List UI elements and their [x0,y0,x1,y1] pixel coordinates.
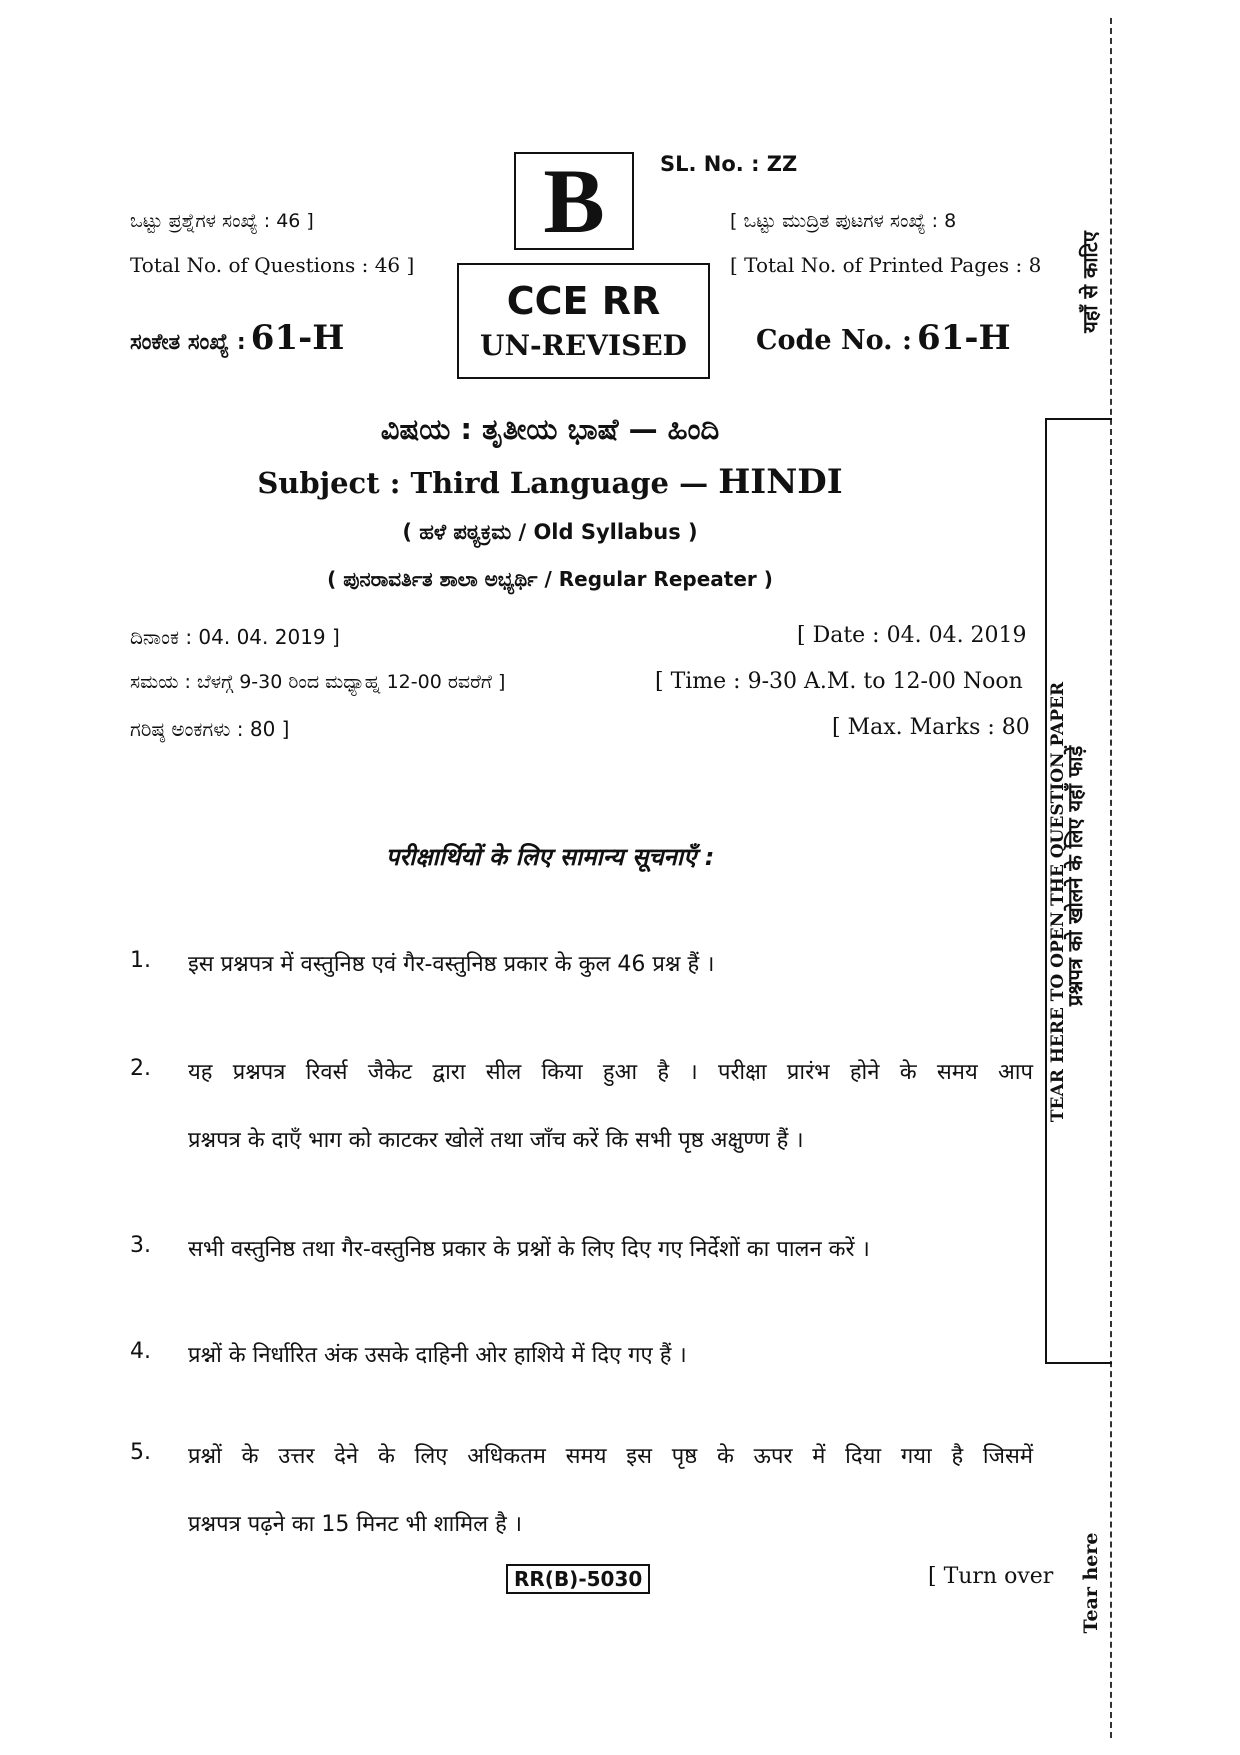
instruction-text: सभी वस्तुनिष्ठ तथा गैर-वस्तुनिष्ठ प्रकार के प्रश्नों के लिए दिए गए निर्देशों का पालन करें । [188,1237,870,1262]
instruction-number: 3. [130,1233,151,1258]
candidate-type: ( ಪುನರಾವರ್ತಿತ ಶಾಲಾ ಅಭ್ಯರ್ಥಿ / Regular Repeater ) [327,567,773,591]
instruction-number: 1. [130,948,151,973]
subject-kannada: ವಿಷಯ : ತೃತೀಯ ಭಾಷೆ — ಹಿಂದಿ [380,412,720,446]
exam-type-box [457,263,710,379]
tear-instruction-hindi: प्रश्नपत्र को खोलने के लिए यहाँ फाड़ें [1063,745,1087,1007]
cut-here-label: यहाँ से काटिए [1078,231,1102,333]
subject-english-prefix: Subject : Third Language — [257,466,719,500]
instruction-text: यह प्रश्नपत्र रिवर्स जैकेट द्वारा सील किया हुआ है । परीक्षा प्रारंभ होने के समय आप [188,1060,1033,1085]
date-kannada: ದಿನಾಂಕ : 04. 04. 2019 ] [130,625,340,649]
code-kannada-value: 61-H [250,318,345,358]
instruction-number: 2. [130,1056,151,1081]
date-english: [ Date : 04. 04. 2019 [797,623,1027,648]
max-marks-kannada: ಗರಿಷ್ಠ ಅಂಕಗಳು : 80 ] [130,717,290,741]
time-english: [ Time : 9-30 A.M. to 12-00 Noon [655,669,1023,694]
total-questions-kannada: ಒಟ್ಟು ಪ್ರಶ್ನೆಗಳ ಸಂಖ್ಯೆ : 46 ] [130,210,314,232]
code-kannada [130,318,344,358]
subject-language: HINDI [718,462,843,502]
instructions-heading: परीक्षार्थियों के लिए सामान्य सूचनाएँ : [385,843,715,871]
exam-type-title: CCE RR [506,279,661,323]
instruction-text: प्रश्नों के निर्धारित अंक उसके दाहिनी ओर हाशिये में दिए गए हैं । [188,1343,687,1368]
paper-code: RR(B)-5030 [506,1564,650,1594]
max-marks-english: [ Max. Marks : 80 [832,715,1030,740]
time-kannada: ಸಮಯ : ಬೆಳಗ್ಗೆ 9-30 ರಿಂದ ಮಧ್ಯಾಹ್ನ 12-00 ರವರೆಗೆ ] [130,671,506,693]
exam-type-subtitle: UN-REVISED [480,329,687,362]
code-english [756,318,1011,358]
instruction-text-continued: प्रश्नपत्र पढ़ने का 15 मिनट भी शामिल है । [188,1512,523,1537]
turn-over-label: [ Turn over [928,1564,1054,1589]
series-box [514,152,634,250]
instruction-number: 5. [130,1440,151,1465]
syllabus-label: ( ಹಳೆ ಪಠ್ಯಕ್ರಮ / Old Syllabus ) [402,520,698,544]
total-questions-english: Total No. of Questions : 46 ] [130,253,415,277]
instruction-text: इस प्रश्नपत्र में वस्तुनिष्ठ एवं गैर-वस्तुनिष्ठ प्रकार के कुल 46 प्रश्न हैं । [188,952,715,977]
subject-english [0,462,1100,502]
serial-number: SL. No. : ZZ [660,152,798,176]
instruction-text: प्रश्नों के उत्तर देने के लिए अधिकतम समय इस पृष्ठ के ऊपर में दिया गया है जिसमें [188,1444,1033,1469]
tear-instruction-english: TEAR HERE TO OPEN THE QUESTION PAPER [1048,681,1068,1123]
printed-pages-english: [ Total No. of Printed Pages : 8 [730,253,1042,277]
series-letter: B [543,150,605,252]
instruction-number: 4. [130,1339,151,1364]
code-english-value: 61-H [917,318,1011,358]
printed-pages-kannada: [ ಒಟ್ಟು ಮುದ್ರಿತ ಪುಟಗಳ ಸಂಖ್ಯೆ : 8 [730,210,957,232]
code-english-label: Code No. : [756,325,912,356]
code-kannada-label: ಸಂಕೇತ ಸಂಖ್ಯೆ : [130,330,246,355]
tear-here-label: Tear here [1080,1532,1102,1634]
instruction-text-continued: प्रश्नपत्र के दाएँ भाग को काटकर खोलें तथा जाँच करें कि सभी पृष्ठ अक्षुण्ण हैं । [188,1128,804,1153]
